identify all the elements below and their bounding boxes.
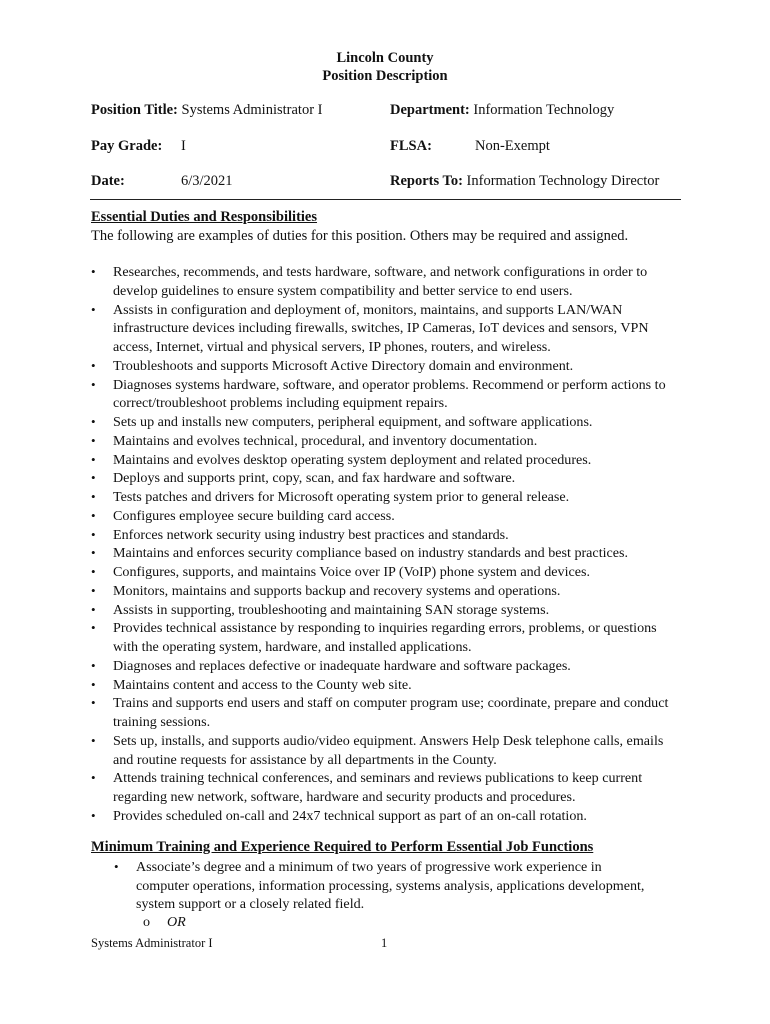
list-item: • Assists in configuration and deployment of, monitors, maintains, and supports LAN/WAN infrastructure devices including firewalls, switches, IP Cameras, IoT devices and sensors, VPN access, Internet, virtual and physical servers, IP phones, routers, and wireless. [91, 301, 681, 357]
reports-to-label: Reports To: [390, 173, 463, 189]
training-list [114, 858, 654, 914]
list-item: • Associate’s degree and a minimum of two years of progressive work experience in computer operations, information processing, systems analysis, applications development, system support or a closely related field. [114, 858, 654, 914]
department-field [390, 101, 614, 119]
list-item: • Assists in supporting, troubleshooting and maintaining SAN storage systems. [91, 601, 681, 620]
document-title: Position Description [322, 68, 448, 84]
list-item: • Maintains and enforces security compliance based on industry standards and best practices. [91, 544, 681, 563]
training-heading: Minimum Training and Experience Required to Perform Essential Job Functions [91, 839, 594, 855]
list-item: • Provides technical assistance by responding to inquiries regarding errors, problems, or questions with the operating system, hardware, and installed applications. [91, 619, 681, 657]
footer-document-name: Systems Administrator I [91, 936, 213, 950]
training-sub-item [143, 913, 186, 931]
list-item: • Diagnoses and replaces defective or inadequate hardware and software packages. [91, 657, 681, 676]
list-item: • Enforces network security using industry best practices and standards. [91, 526, 681, 545]
list-item: • Deploys and supports print, copy, scan, and fax hardware and software. [91, 469, 681, 488]
list-item: • Tests patches and drivers for Microsoft operating system prior to general release. [91, 488, 681, 507]
position-title-value: Systems Administrator I [181, 102, 323, 118]
department-value: Information Technology [473, 102, 615, 118]
sub-item-text: OR [167, 914, 186, 930]
list-item: • Researches, recommends, and tests hardware, software, and network configurations in order to develop guidelines to ensure system compatibility and better service to end users. [91, 263, 681, 301]
position-title-label: Position Title: [91, 102, 178, 118]
flsa-label: FLSA: [390, 138, 432, 154]
list-item: • Trains and supports end users and staff on computer program use; coordinate, prepare and conduct training sessions. [91, 694, 681, 732]
list-item: • Troubleshoots and supports Microsoft Active Directory domain and environment. [91, 357, 681, 376]
essential-duties-list [91, 263, 681, 826]
list-item: • Configures employee secure building card access. [91, 507, 681, 526]
page-number: 1 [381, 936, 388, 950]
flsa-value: Non-Exempt [475, 138, 550, 154]
sub-bullet-marker: o [143, 914, 151, 930]
pay-grade-label: Pay Grade: [91, 138, 163, 154]
essential-duties-intro: The following are examples of duties for this position. Others may be required and assigned. [91, 228, 629, 244]
header-divider [90, 199, 681, 200]
list-item: • Attends training technical conferences, and seminars and reviews publications to keep current regarding new network, software, hardware and security products and procedures. [91, 769, 681, 807]
org-name: Lincoln County [336, 50, 434, 66]
date-label: Date: [91, 173, 125, 189]
reports-to-field [390, 172, 659, 190]
list-item: • Diagnoses systems hardware, software, and operator problems. Recommend or perform actions to correct/troubleshoot problems including equipment repairs. [91, 376, 681, 414]
list-item: • Provides scheduled on-call and 24x7 technical support as part of an on-call rotation. [91, 807, 681, 826]
list-item: • Maintains content and access to the County web site. [91, 676, 681, 695]
pay-grade-value: I [181, 138, 186, 154]
department-label: Department: [390, 102, 470, 118]
date-value: 6/3/2021 [181, 173, 233, 189]
position-title-field [91, 101, 322, 119]
list-item: • Maintains and evolves technical, procedural, and inventory documentation. [91, 432, 681, 451]
list-item: • Sets up, installs, and supports audio/video equipment. Answers Help Desk telephone calls, emails and routine requests for assistance by all departments in the County. [91, 732, 681, 770]
list-item: • Monitors, maintains and supports backup and recovery systems and operations. [91, 582, 681, 601]
list-item: • Configures, supports, and maintains Voice over IP (VoIP) phone system and devices. [91, 563, 681, 582]
reports-to-value: Information Technology Director [466, 173, 660, 189]
essential-duties-heading: Essential Duties and Responsibilities [91, 209, 318, 225]
list-item: • Maintains and evolves desktop operating system deployment and related procedures. [91, 451, 681, 470]
list-item: • Sets up and installs new computers, peripheral equipment, and software applications. [91, 413, 681, 432]
